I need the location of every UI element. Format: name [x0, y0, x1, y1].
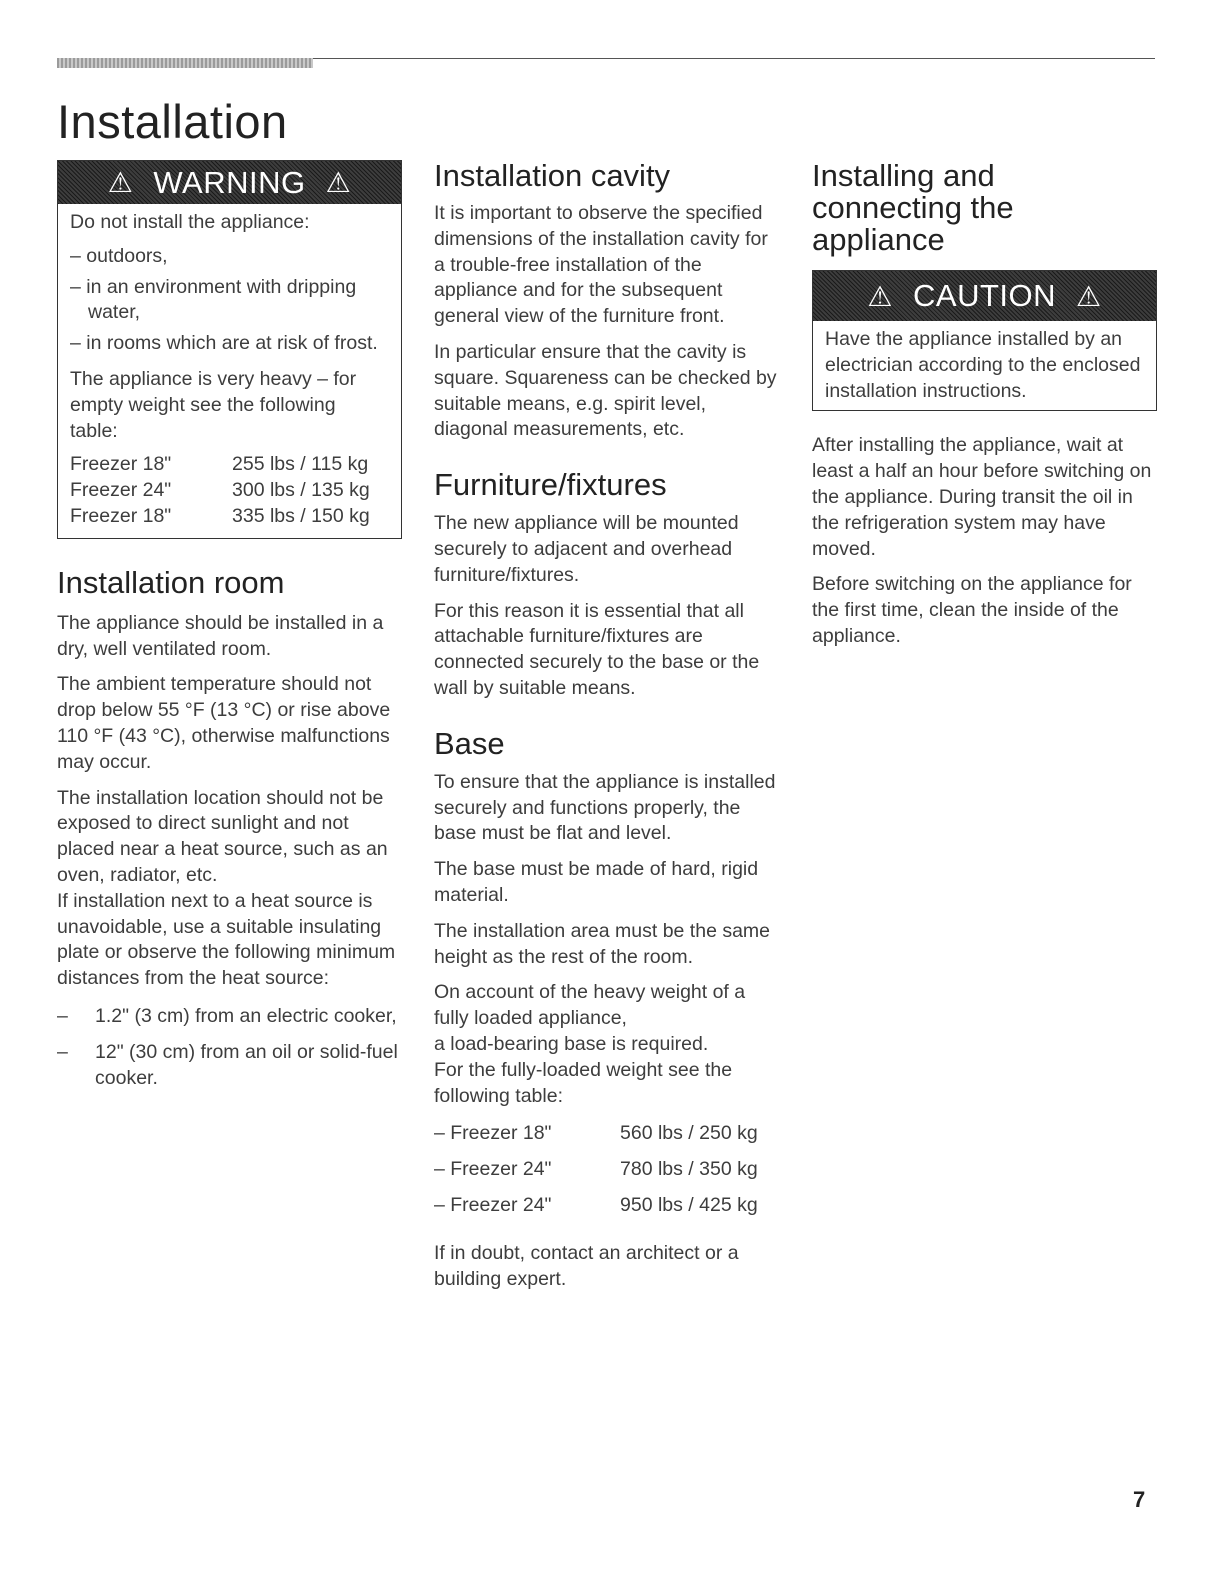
- table-row: [434, 1157, 758, 1193]
- connecting-heading: [812, 160, 1157, 256]
- list-item: – in rooms which are at risk of frost.: [70, 331, 387, 357]
- paragraph: The new appliance will be mounted securely to adjacent and overhead furniture/fixtures.: [434, 512, 739, 586]
- paragraph: In particular ensure that the cavity is square. Squareness can be checked by suitable means, e.g. spirit level, diagonal measurements, etc.: [434, 340, 777, 441]
- table-row: [434, 1193, 758, 1229]
- caution-header: [813, 271, 1156, 321]
- paragraph: If in doubt, contact an architect or a building expert.: [434, 1241, 739, 1290]
- heading-line: Installing and: [812, 158, 995, 193]
- installation-cavity-heading: Installation cavity: [434, 158, 671, 193]
- model-cell: – Freezer 24": [434, 1157, 620, 1193]
- paragraph: The installation location should not be exposed to direct sunlight and not placed near a heat source, such as an oven, radiator, etc.: [57, 786, 388, 886]
- caution-triangle-icon: ⚠: [867, 280, 893, 312]
- header-bar: [57, 58, 313, 68]
- paragraph: The base must be made of hard, rigid material.: [434, 858, 759, 906]
- caution-triangle-icon: ⚠: [1076, 280, 1102, 312]
- paragraph: The appliance should be installed in a dry, well ventilated room.: [57, 611, 384, 660]
- model-cell: – Freezer 18": [434, 1121, 620, 1157]
- heading-line: appliance: [812, 222, 945, 257]
- model-cell: Freezer 24": [70, 479, 172, 502]
- warning-triangle-icon: ⚠: [325, 167, 352, 198]
- model-cell: – Freezer 24": [434, 1193, 620, 1229]
- column-left: [57, 160, 402, 1101]
- caution-text: Have the appliance installed by an electrician according to the enclosed installation instructions.: [825, 328, 1141, 402]
- paragraph: For the fully-loaded weight see the following table:: [434, 1058, 733, 1107]
- weight-cell: 300 lbs / 135 kg: [232, 479, 370, 502]
- warning-list: [70, 244, 387, 357]
- paragraph: To ensure that the appliance is installed securely and functions properly, the base must be flat and level.: [434, 770, 776, 845]
- page-title: Installation: [57, 95, 288, 148]
- table-row: [70, 478, 370, 504]
- paragraph: It is important to observe the specified dimensions of the installation cavity for a trouble-free installation of the appliance and for the subsequent general view of the furniture front.: [434, 202, 768, 328]
- paragraph: The ambient temperature should not drop below 55 °F (13 °C) or rise above 110 °F (43 °C), otherwise malfunctions may occur.: [57, 673, 391, 773]
- paragraph: a load-bearing base is required.: [434, 1032, 709, 1055]
- warning-header: [58, 161, 401, 204]
- paragraph: On account of the heavy weight of a fully loaded appliance,: [434, 981, 746, 1030]
- caution-label: CAUTION: [913, 278, 1056, 313]
- paragraph: If installation next to a heat source is unavoidable, use a suitable insulating plate or observe the following minimum distances from the heat source:: [57, 889, 396, 990]
- heading-line: connecting the: [812, 190, 1014, 225]
- list-item: – 12" (30 cm) from an oil or solid-fuel cooker.: [57, 1040, 402, 1092]
- empty-weight-table: [70, 452, 370, 529]
- column-right: [812, 160, 1157, 660]
- loaded-weight-table: [434, 1121, 758, 1228]
- page-number: 7: [1133, 1487, 1146, 1512]
- table-row: [434, 1121, 758, 1157]
- base-heading: Base: [434, 725, 505, 761]
- model-cell: Freezer 18": [70, 453, 172, 476]
- warning-box: [57, 160, 402, 539]
- paragraph: After installing the appliance, wait at least a half an hour before switching on the appliance. During transit the oil in the refrigeration system may have moved.: [812, 434, 1152, 560]
- model-cell: Freezer 18": [70, 504, 172, 527]
- distance-list: [57, 1004, 402, 1091]
- warning-label: WARNING: [153, 164, 306, 200]
- furniture-heading: Furniture/fixtures: [434, 467, 667, 503]
- list-item: – outdoors,: [70, 244, 387, 270]
- paragraph: Before switching on the appliance for the first time, clean the inside of the appliance.: [812, 573, 1132, 647]
- table-row: [70, 452, 370, 478]
- weight-cell: 780 lbs / 350 kg: [620, 1158, 758, 1181]
- installation-room-heading: Installation room: [57, 564, 285, 600]
- weight-cell: 255 lbs / 115 kg: [232, 453, 369, 476]
- paragraph: For this reason it is essential that all attachable furniture/fixtures are connected securely to the base or the wall by suitable means.: [434, 599, 760, 699]
- warning-triangle-icon: ⚠: [107, 167, 134, 198]
- warning-weight-note: The appliance is very heavy – for empty weight see the following table:: [70, 367, 357, 442]
- list-item: – 1.2" (3 cm) from an electric cooker,: [57, 1004, 402, 1030]
- weight-cell: 560 lbs / 250 kg: [620, 1122, 758, 1145]
- table-row: [70, 504, 370, 530]
- caution-box: [812, 270, 1157, 411]
- paragraph: The installation area must be the same height as the rest of the room.: [434, 919, 771, 968]
- list-item: – in an environment with dripping water,: [70, 275, 387, 327]
- weight-cell: 950 lbs / 425 kg: [620, 1193, 758, 1216]
- column-middle: [434, 160, 779, 1302]
- warning-intro: Do not install the appliance:: [70, 211, 310, 233]
- weight-cell: 335 lbs / 150 kg: [232, 504, 370, 527]
